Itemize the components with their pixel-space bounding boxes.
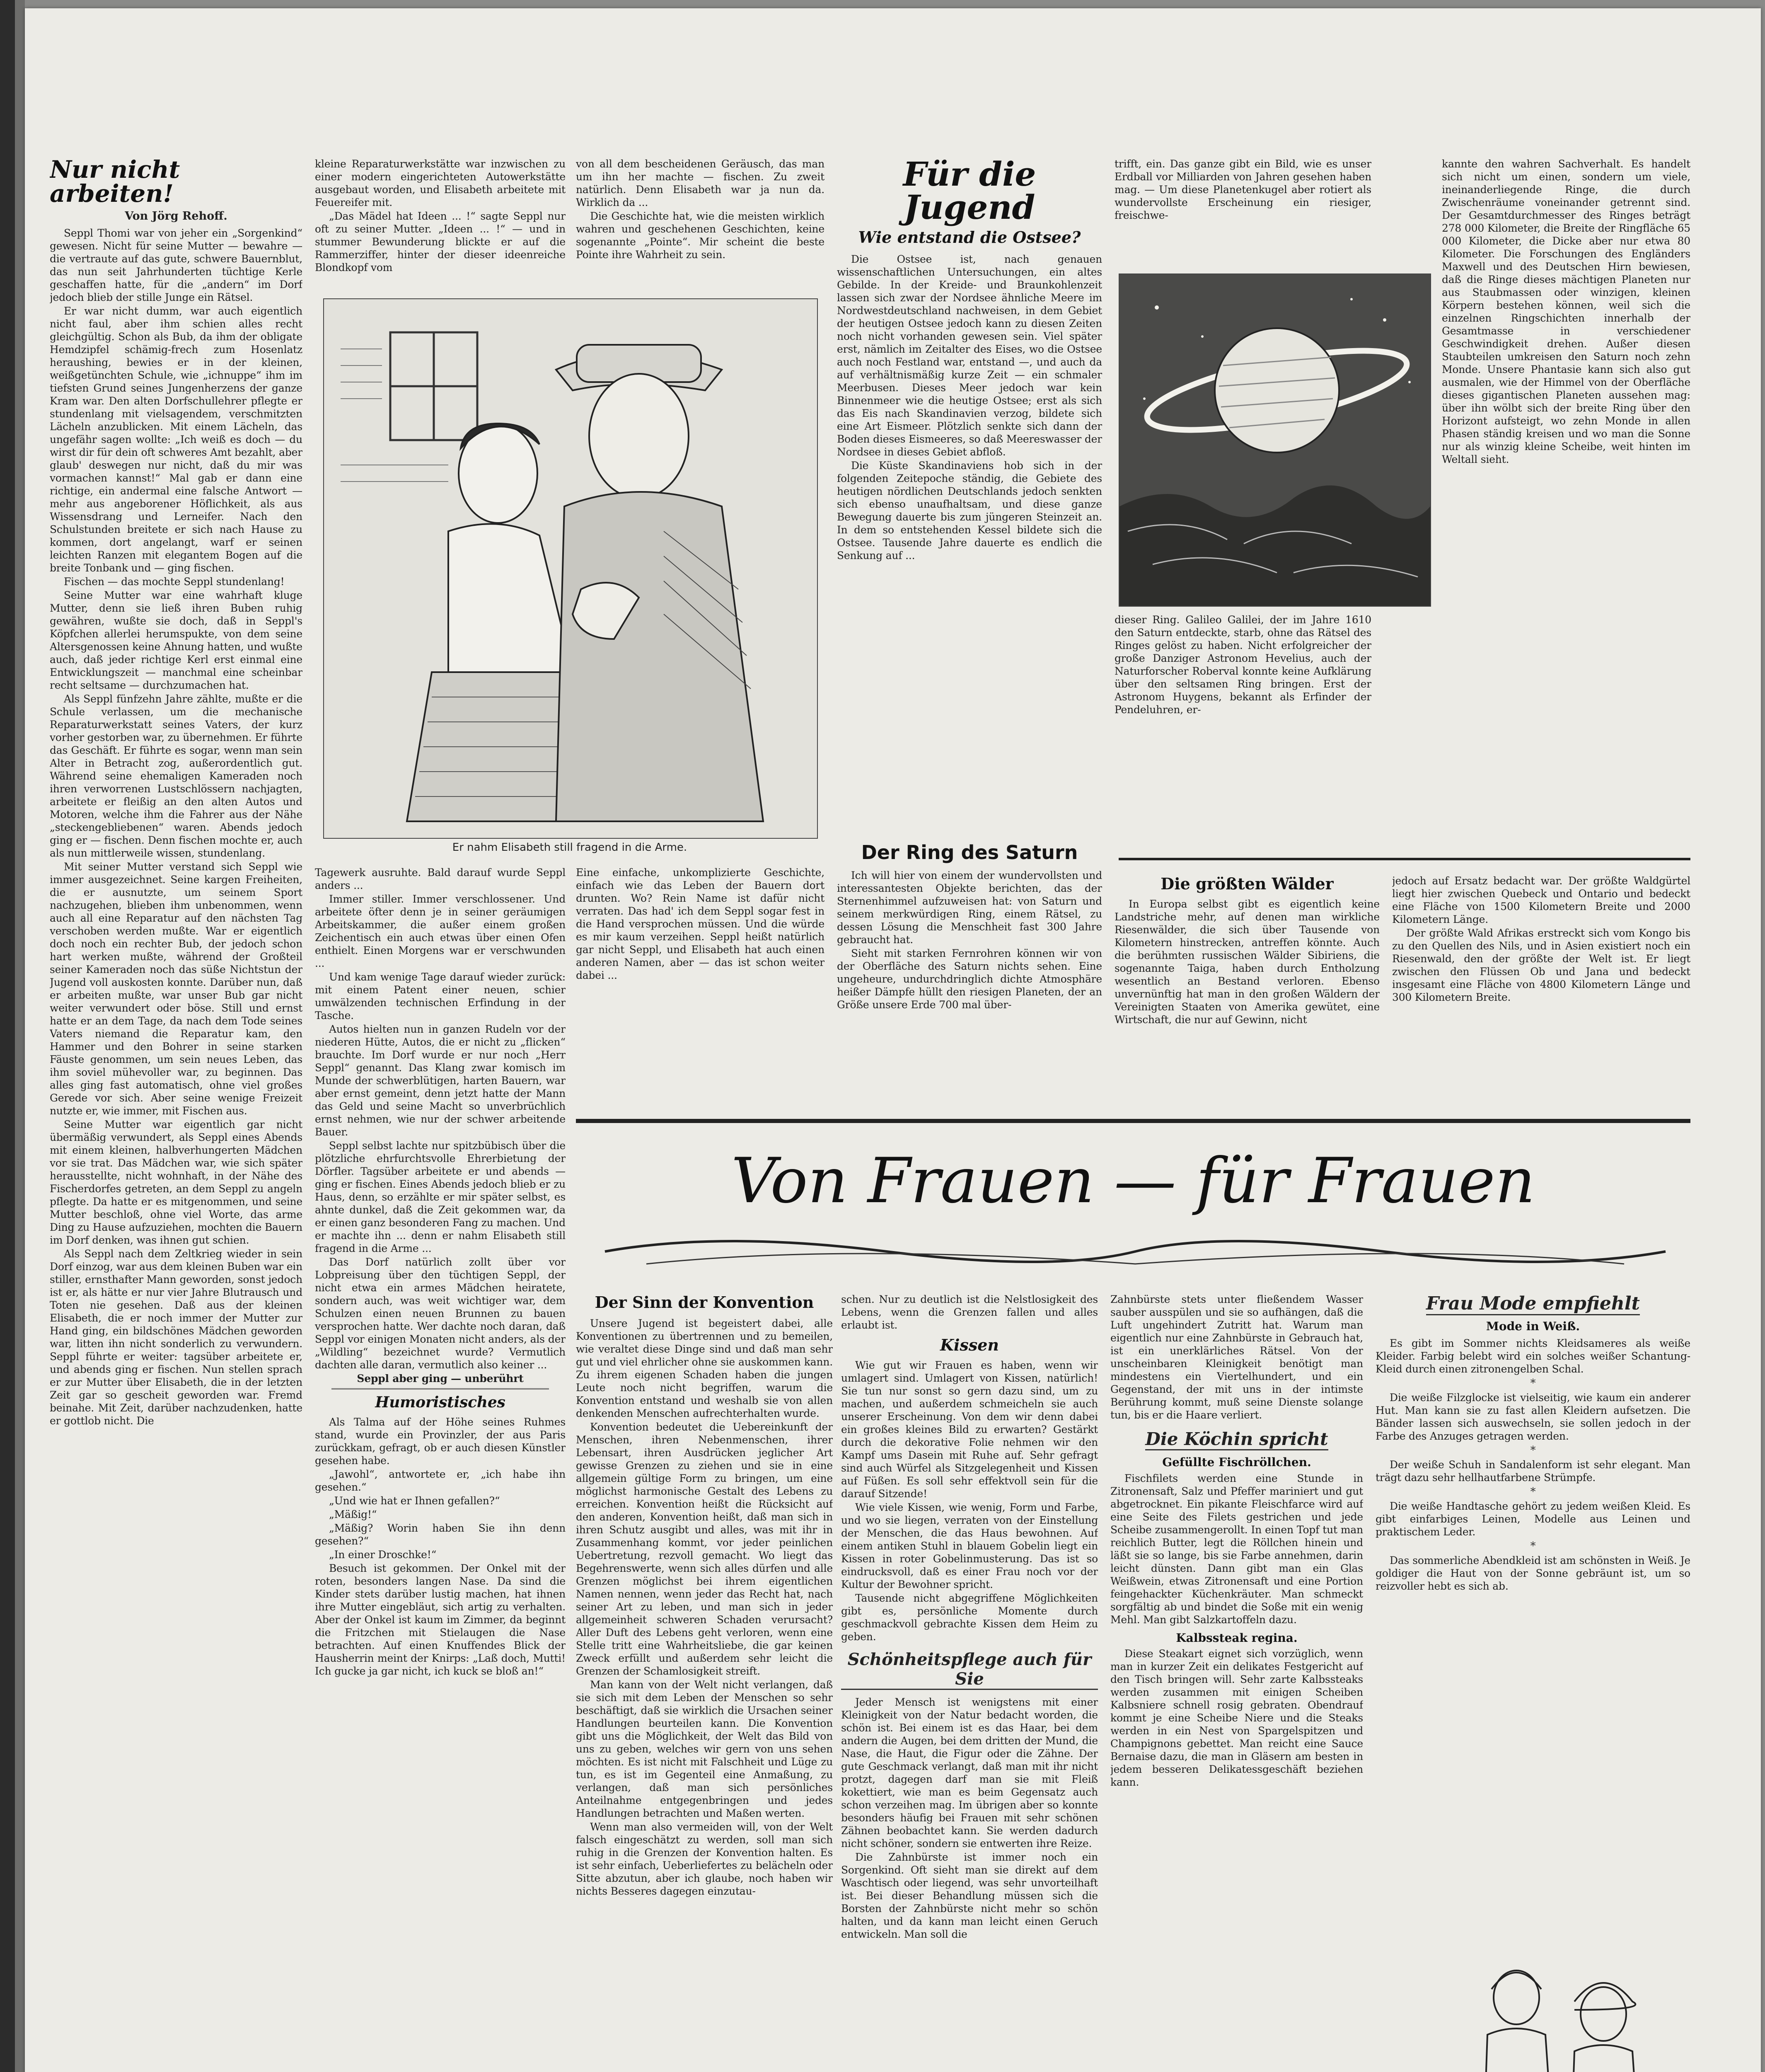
fashion-illustration <box>1127 1939 1690 2072</box>
paragraph: Konvention bedeutet die Uebereinkunft der Menschen, ihren Nebenmenschen, ihrer Lebensart, ihren Ausdrücken jeglicher Art gewisse Grenzen zu ziehen und sie in eine allgemein gültige Form zu bringen, um eine möglichst harmonische Gestalt des Lebens zu erreichen. Konvention heißt die Rücksicht auf den anderen, Konvention heißt, daß man sich in ihren Schutz ausgibt und alles, was mit ihr in Zusammenhang kommt, vor jeder peinlichen Uebertretung, rezvoll gemacht. Wo liegt das Begehrenswerte, wenn sich alles dürfen und alle Grenzen möglichst bei ihrem eigentlichen Namen nennen, wenn jeder das Recht hat, nach seiner Art zu leben, und man sich in jeder allgemeinheit schweren Schaden verursacht? Aller Duft des Lebens geht verloren, wenn eine Stelle tritt eine Wahrheitsliebe, die gar keinen Zweck erfüllt und außerdem sehr leicht die Grenzen der Schamlosigkeit streift. <box>576 1421 833 1677</box>
banner-flourish <box>597 1227 1674 1276</box>
article-waelder-continuation <box>1392 874 1690 1106</box>
schoenheit-continuation <box>1110 1293 1363 1421</box>
recipe-title: Gefüllte Fischröllchen. <box>1162 1455 1311 1469</box>
kissen-title: Kissen <box>940 1336 999 1354</box>
paragraph: Er war nicht dumm, war auch eigentlich nicht faul, aber ihm schien alles recht gleichgültig. Schon als Bub, da ihm der obligate Hemdzipfel schämig-frech zum Hosenlatz heraushing, bewies er in der kleinen, weißgetünchten Schule, wie „ichnuppe“ ihm im tiefsten Grund seines Jungenherzens der ganze Kram war. Den alten Dorfschullehrer pflegte er stundenlang mit vielsagendem, verschmitzten Lächeln anzublicken. Mit einem Lächeln, das ungefähr sagen wollte: „Ich weiß es doch — du wirst dir für dein oft schweres Amt bezahlt, aber glaub' deswegen nur nicht, daß du mir was vormachen kannst!“ Mal gab er dann eine richtige, ein andermal eine falsche Antwort — mehr aus angeborener Höflichkeit, als aus Wissensdrang und Lerneifer. Nach den Schulstunden breitete er sich nach Hause zu kommen, dort angelangt, warf er seinen leichten Ranzen mit elegantem Bogen auf die breite Tonbank und — ging fischen. <box>50 305 302 574</box>
recipe-body <box>1110 1472 1363 1626</box>
saturn-illustration <box>1119 274 1431 607</box>
mode-body <box>1376 1337 1690 1593</box>
article-body <box>841 1696 1098 1941</box>
paragraph: Man kann von der Welt nicht verlangen, daß sie sich mit dem Leben der Menschen so sehr beschäftigt, daß sie wirklich die Ursachen seiner Handlungen beurteilen kann. Die Konvention gibt uns die Möglichkeit, der Welt das Bild von uns zu geben, welches wir gern von uns sehen möchten. Es ist nicht mit Falschheit und Lüge zu tun, es ist im Gegenteil eine Anmaßung, zu verlangen, daß man sich persönliches Anteilnahme entgegenbringen und jedes Handlungen betrachten und Maßen werten. <box>576 1678 833 1819</box>
paragraph: Tagewerk ausruhte. Bald darauf wurde Seppl anders ... <box>315 867 566 891</box>
scan-page-gutter <box>15 0 25 2072</box>
paragraph: Die Küste Skandinaviens hob sich in der folgenden Zeitepoche ständig, die Gebiete des heutigen nördlichen Deutschlands jedoch senkten sich ebenso unaufhaltsam, und diese ganze Bewegung dauerte bis zum jüngeren Steinzeit an. In dem so entstehenden Kessel bildete sich die Ostsee. Tausende Jahre dauerte es endlich die Senkung auf ... <box>837 459 1102 562</box>
koechin-header <box>1110 1429 1363 1450</box>
paragraph: Fischfilets werden eine Stunde in Zitronensaft, Salz und Pfeffer mariniert und gut abgetrocknet. Ein pikante Fleischfarce wird auf eine Seite des Filets gestrichen und jede Scheibe zusammengerollt. In einen Topf tut man reichlich Butter, legt die Röllchen hinein und läßt sie so lange, bis sie Farbe annehmen, darin leicht dünsten. Dann gibt man ein Glas Weißwein, etwas Zitronensaft und eine Portion feingehackter Küchenkräuter. Man schmeckt sorgfältig ab und bindet die Soße mit ein wenig Mehl. Man gibt Salzkartoffeln dazu. <box>1110 1472 1363 1626</box>
section-rule <box>576 1119 1690 1123</box>
paragraph: Jeder Mensch ist wenigstens mit einer Kleinigkeit von der Natur bedacht worden, die schön ist. Bei einem ist es das Haar, bei dem andern die Augen, bei dem dritten der Mund, die Nase, die Haut, die Figur oder die Zähne. Der gute Geschmack verlangt, daß man mit ihr nicht protzt, dagegen darf man sie mit Fleiß kokettiert, wie man es beim Gegensatz auch schon verzeihen mag. Im übrigen aber so konnte besonders häufig bei Frauen mit sehr schönen Zähnen beobachtet kann. Sie werden dadurch nicht schöner, sondern sie entwerten ihre Reize. <box>841 1696 1098 1849</box>
paragraph: Immer stiller. Immer verschlossener. Und arbeitete öfter denn je in seiner geräumigen Arbeitskammer, die außer einem großen Zeichentisch ein auch etwas über einen Ofen enthielt. Einen Morgens war er verschwunden ... <box>315 893 566 969</box>
paragraph: „Das Mädel hat Ideen ... !“ sagte Seppl nur oft zu seiner Mutter. „Ideen ... !“ — und in stummer Bewunderung blickte er auf die Rammerziffer, hinter der dieser ideenreiche Blondkopf vom <box>315 210 566 274</box>
paragraph: Die Ostsee ist, nach genauen wissenschaftlichen Untersuchungen, ein altes Gebilde. In der Kreide- und Braunkohlenzeit lassen sich zwar der Nordsee ähnliche Meere im Nordwestdeutschland nachweisen, in dem Gebiet der heutigen Ostsee jedoch kann zu diesen Zeiten noch nicht vorhanden gewesen sein. Viel später erst, nämlich im Zeitalter des Eises, wo die Ostsee auch noch Festland war, entstand —, und auch da auf verhältnismäßig kurze Zeit — ein schmaler Meerbusen. Dieses Meer jedoch war kein Binnenmeer wie die heutige Ostsee; erst als sich das Eis nach Skandinavien verzog, bildete sich eine Art Eismeer. Plötzlich senkte sich dann der Boden dieses Eismeeres, so daß Meereswasser der Nordsee in dieses Gebiet abfloß. <box>837 253 1102 458</box>
paragraph: Der größte Wald Afrikas erstreckt sich vom Kongo bis zu den Quellen des Nils, und in Asien existiert noch ein Riesenwald, den der größte der Welt ist. Er liegt zwischen den Flüssen Ob und Jana und bedeckt insgesamt eine Fläche von 4800 Kilometern Länge und 300 Kilometern Breite. <box>1392 927 1690 1003</box>
paragraph: Wie gut wir Frauen es haben, wenn wir umlagert sind. Umlagert von Kissen, natürlich! Sie tun nur sonst so gern dazu sind, um zu machen, und außerdem schmeicheln sie auch unserer Erscheinung. Von dem wir denn dabei ein großes kleines Bild zu erwarten? Gestärkt durch die dekorative Folie nehmen wir den Kampf ums Dasein mit Ruhe auf. Sehr gefragt sind auch Würfel als Sitzgelegenheit und Kissen auf Füßen. Es soll sehr effektvoll sein für die darauf Sitzende! <box>841 1359 1098 1500</box>
paragraph: Fischen — das mochte Seppl stundenlang! <box>64 576 285 588</box>
couple-caption: Er nahm Elisabeth still fragend in die Arme. <box>452 841 687 854</box>
article-continuation-bottom <box>315 866 566 2072</box>
paragraph: In Europa selbst gibt es eigentlich keine Landstriche mehr, auf denen man wirkliche Riesenwälder, die sich über Tausende von Kilometern hinstrecken, antreffen könnte. Auch die berühmten russischen Wälder Sibiriens, die sogenannte Taiga, haben durch Entholzung wesentlich an Bestand verloren. Ebenso unvernünftig hat man in den großen Wäldern der Vereinigten Staaten von Amerika gewütet, eine Wirtschaft, die nur auf Gewinn, nicht <box>1115 898 1380 1026</box>
paragraph: Es gibt im Sommer nichts Kleidsameres als weiße Kleider. Farbig belebt wird ein solches weißer Schantung-Kleid durch einen zitronengelben Schal. <box>1376 1337 1690 1375</box>
paragraph: Eine einfache, unkomplizierte Geschichte, einfach wie das Leben der Bauern dort drunten. Wo? Rein Name ist dafür nicht verraten. Das had' ich dem Seppl sogar fest in die Hand versprochen müssen. Und die würde es mir kaum verzeihen. Seppl heißt natürlich gar nicht Seppl, und Elisabeth hat auch einen anderen Namen, aber — das ist schon weiter dabei ... <box>576 867 824 981</box>
koechin-title: Die Köchin spricht <box>1145 1429 1328 1450</box>
fashion-drawing <box>1127 1939 1690 2072</box>
konvention-end <box>841 1293 1098 1331</box>
article-title: Der Sinn der Konvention <box>595 1293 814 1312</box>
paragraph: Seine Mutter war eine wahrhaft kluge Mutter, denn sie ließ ihren Buben ruhig gewähren, wußte sie doch, daß in Seppl's Köpfchen allerlei herumspukte, von dem seine Altersgenossen keine Ahnung hatten, und wußte auch, daß jeder richtige Kerl erst einmal eine Entwicklungszeit — manchmal eine scheinbar recht seltsame — durchzumachen hat. <box>50 589 302 691</box>
paragraph: Das Dorf natürlich zollt über vor Lobpreisung über den tüchtigen Seppl, der nicht etwa ein armes Mädchen heiratete, sondern auch, was weit wichtiger war, dem Schulzen einen neuen Brunnen zu bauen versprochen hatte. Wer dachte noch daran, daß Seppl vor einigen Monaten nicht anders, als der „Wildling“ bezeichnet wurde? Vermutlich dachten alle daran, vermutlich also keiner ... <box>315 1256 566 1371</box>
column-mode <box>1376 1293 1690 1915</box>
article-title: Der Ring des Saturn <box>861 841 1078 864</box>
paragraph: Seppl Thomi war von jeher ein „Sorgenkind“ gewesen. Nicht für seine Mutter — bewahre — die vertraute auf das gute, schwere Bauernblut, das nun seit Jahrhunderten tüchtige Kerle geschaffen hatte, für die „andern“ im Dorf jedoch blieb der stille Junge ein Rätsel. <box>50 227 302 303</box>
ornament-rule <box>1119 858 1690 860</box>
paragraph: schen. Nur zu deutlich ist die Nelstlosigkeit des Lebens, wenn die Grenzen fallen und alles erlaubt ist. <box>841 1293 1098 1331</box>
paragraph: dieser Ring. Galileo Galilei, der im Jahre 1610 den Saturn entdeckte, starb, ohne das Rätsel des Ringes gelöst zu haben. Nicht erfolgreicher der große Danziger Astronom Hevelius, auch der Naturforscher Roberval konnte keine Aufklärung über den seltsamen Ring bringen. Erst der Astronom Huygens, bekannt als Erfinder der Pendeluhren, er- <box>1115 614 1371 716</box>
saturn-drawing <box>1119 274 1430 606</box>
paragraph: jedoch auf Ersatz bedacht war. Der größte Waldgürtel liegt hier zwischen Quebeck und Ontario und bedeckt eine Fläche von 1500 Kilometern Breite und 2000 Kilometern Länge. <box>1392 875 1690 925</box>
column-kissen <box>841 1293 1098 2072</box>
article-body <box>837 869 1102 1011</box>
saturn-history <box>1115 613 1371 845</box>
article-konvention <box>576 1293 833 2072</box>
schoenheit-header <box>841 1650 1098 1690</box>
separator-star: * <box>1530 1377 1536 1389</box>
scan-binding-edge <box>0 0 15 2072</box>
paragraph: Als Seppl nach dem Zeltkrieg wieder in sein Dorf einzog, war aus dem kleinen Buben war ein stiller, ernsthafter Mann geworden, sonst jedoch ist er, als hätte er nur vier Jahre Blutrausch und Toten nie gesehen. Daß aus der kleinen Elisabeth, die er noch immer der Mutter zur Hand ging, ein bildschönes Mädchen geworden war, litten ihn nicht sonderlich zu verwundern. Seppl führte er weiter: tagsüber arbeitete er, und abends ging er fischen. Nun stellen sprach er zur Mutter über Elisabeth, die in der letzten Zeit gar so gescheit geworden war. Fremd beinahe. Mit Zeit, darüber nachzudenken, hatte er gottlob nicht. Die <box>50 1248 302 1427</box>
newspaper-page <box>25 8 1761 2072</box>
paragraph: Tausende nicht abgegriffene Möglichkeiten gibt es, persönliche Momente durch geschmackvoll gebrachte Kissen dem Heim zu geben. <box>841 1592 1098 1643</box>
separator-star: * <box>1530 1539 1536 1552</box>
paragraph: Die Zahnbürste ist immer noch ein Sorgenkind. Oft sieht man sie direkt auf dem Waschtisch oder liegend, was sehr unvorteilhaft ist. Bei dieser Behandlung müssen sich die Borsten der Zahnbürste nicht mehr so schön halten, und da kann man leicht einen Geruch entwickeln. Man soll die <box>841 1851 1098 1940</box>
paragraph: kannte den wahren Sachverhalt. Es handelt sich nicht um einen, sondern um viele, ineinanderliegende Ringe, die durch Zwischenräume voneinander getrennt sind. Der Gesamtdurchmesser des Ringes beträgt 278 000 Kilometer, die Breite der Ringfläche 65 000 Kilometer, die Dicke aber nur etwa 80 Kilometer. Die Forschungen des Engländers Maxwell und des Deutschen Hirn bewiesen, daß die Ringe dieses mächtigen Planeten nur aus Staubmassen oder winzigen, kleinen Körpern bestehen können, weil sich die einzelnen Ringschichten innerhalb der Gesamtmasse in verschiedener Geschwindigkeit drehen. Außer diesen Staubteilen umkreisen den Saturn noch zehn Monde. Unsere Phantasie kann sich also gut ausmalen, wie der Himmel von der Oberfläche dieses gigantischen Planeten aussehen mag: über ihn wölbt sich der breite Ring über den Horizont aufsteigt, wo zehn Monde in allen Phasen ständig kreisen und wo man die Sonne nur als winzig kleine Scheibe, weit hinten im Weltall sieht. <box>1442 158 1690 465</box>
article-ending-top <box>576 157 824 294</box>
paragraph: „Und wie hat er Ihnen gefallen?“ <box>329 1495 500 1507</box>
mode-title: Frau Mode empfiehlt <box>1426 1293 1640 1315</box>
paragraph: Als Seppl fünfzehn Jahre zählte, mußte er die Schule verlassen, um die mechanische Reparaturwerkstatt seines Vaters, der kurz vorher gestorben war, zu übernehmen. Er führte das Geschäft. Er führte es sogar, wenn man sein Alter in Betracht zog, außerordentlich gut. Während seine ehemaligen Kameraden noch ihren verworrenen Lustschlössern nachjagten, arbeitete er fleißig an den alten Autos und Motoren, welche ihm die Fahrer aus der Nähe „steckengebliebenen“ waren. Abends jedoch ging er — fischen. Denn fischen mochte er, auch als nun mittlerweile wissen, stundenlang. <box>50 693 302 859</box>
separator-star: * <box>1530 1444 1536 1457</box>
paragraph: Wenn man also vermeiden will, von der Welt falsch eingeschätzt zu werden, soll man sich ruhig in die Grenzen der Konvention halten. Es ist sehr einfach, Ueberliefertes zu belächeln oder Sitte abzutun, aber ich glaube, noch haben wir nichts Besseres dagegen einzutau- <box>576 1820 833 1897</box>
article-body <box>576 1317 833 1898</box>
paragraph: Die weiße Handtasche gehört zu jedem weißen Kleid. Es gibt einfarbiges Leinen, Modelle aus Leinen und praktischem Leder. <box>1376 1500 1690 1538</box>
paragraph: Das sommerliche Abendkleid ist am schönsten in Weiß. Je goldiger die Haut von der Sonne gebräunt ist, um so reizvoller hebt es sich ab. <box>1376 1554 1690 1592</box>
section-title: Für die Jugend <box>903 157 1036 227</box>
paragraph: Besuch ist gekommen. Der Onkel mit der roten, besonders langen Nase. Da sind die Kinder stets darüber lustig machen, hat ihnen ihre Mutter eingebläut, sich artig zu verhalten. Aber der Onkel ist kaum im Zimmer, da beginnt die Fritzchen mit Stielaugen die Nase betrachten. Auf einen Knuffendes Blick der Hausherrin meint der Knirps: „Laß doch, Mutti! Ich gucke ja gar nicht, ich kuck se bloß an!“ <box>315 1562 566 1677</box>
paragraph: Sieht mit starken Fernrohren können wir von der Oberfläche des Saturn nichts sehen. Eine ungeheure, undurchdringlich dichte Atmosphäre heißer Dämpfe hüllt den riesigen Planeten, der an Größe unsere Erde 700 mal über- <box>837 947 1102 1011</box>
paragraph: Der weiße Schuh in Sandalenform ist sehr elegant. Man trägt dazu sehr hellhautfarbene Strümpfe. <box>1376 1458 1690 1484</box>
couple-illustration <box>323 298 818 839</box>
article-waelder <box>1115 874 1380 1106</box>
paragraph: Wie viele Kissen, wie wenig, Form und Farbe, und wo sie liegen, verraten von der Einstellung der Menschen, die das Haus bewohnen. Auf einem antiken Stuhl in blauem Gobelin liegt ein Kissen in roter Gobelinmusterung. Das ist so eindrucksvoll, daß es einer Frau noch vor der Kultur der Bewohner spricht. <box>841 1501 1098 1590</box>
article-nicht-arbeiten <box>50 157 302 2072</box>
recipe-title: Kalbssteak regina. <box>1176 1631 1298 1645</box>
article-body <box>1115 898 1380 1026</box>
paragraph: Die weiße Filzglocke ist vielseitig, wie kaum ein anderer Hut. Man kann sie zu fast allen Kleidern aufsetzen. Die Bänder lassen sich auswechseln, sie sollen jedoch in der Farbe des Anzuges getragen werden. <box>1376 1391 1690 1442</box>
article-title: Nur nicht arbeiten! <box>50 157 180 208</box>
recipe-body <box>1110 1647 1363 1789</box>
paragraph: Autos hielten nun in ganzen Rudeln vor der niederen Hütte, Autos, die er nicht zu „flicken“ brauchte. Im Dorf wurde er nur noch „Herr Seppl“ genannt. Das Klang zwar komisch im Munde der schwerblütigen, harten Bauern, war aber ernst gemeint, denn jetzt hatte der Mann das Geld und seine Macht so unverbrüchlich ernst nehmen, wie nur der schwer arbeitende Bauer. <box>315 1023 566 1138</box>
article-ending-bottom <box>576 866 824 1082</box>
paragraph: Seine Mutter war eigentlich gar nicht übermäßig verwundert, als Seppl eines Abends mit einem kleinen, halbverhungerten Mädchen vor sie trat. Das Mädchen war, wie sich später herausstellte, nicht wohnhaft, in der Nähe des Fischerdorfes getreten, an dem Seppl zu angeln pflegte. Da hatte er es mitgenommen, und seine Mutter beschloß, ohne viel Worte, das arme Ding zu Hause aufzuziehen, mochten die Bauern im Dorf denken, was ihnen gut schien. <box>50 1118 302 1246</box>
humor-title: Humoristisches <box>375 1394 505 1411</box>
frauen-banner: Von Frauen — für Frauen <box>731 1145 1535 1217</box>
paragraph: Als Talma auf der Höhe seines Ruhmes stand, wurde ein Provinzler, der aus Paris zurückkam, gefragt, ob er auch diesen Künstler gesehen habe. <box>315 1416 566 1467</box>
paragraph: trifft, ein. Das ganze gibt ein Bild, wie es unser Erdball vor Milliarden von Jahren gesehen haben mag. — Um diese Planetenkugel aber rotiert als wundervollste Erscheinung ein riesiger, freischwe- <box>1115 158 1371 221</box>
paragraph: Seppl selbst lachte nur spitzbübisch über die plötzliche ehrfurchtsvolle Ehrerbietung der Dörfler. Tagsüber arbeitete er und abends — ging er fischen. Eines Abends jedoch blieb er zu Haus, denn, so erzählte er mir später selbst, es ahnte dunkel, daß die Zeit gekommen war, da er einen ganz besonderen Fang zu machen. Und er machte ihn ... denn er nahm Elisabeth still fragend in die Arme ... <box>315 1140 566 1254</box>
paragraph: Die Geschichte hat, wie die meisten wirklich wahren und geschehenen Geschichten, keine sogenannte „Pointe“. Mir scheint die beste Pointe ihre Wahrheit zu sein. <box>576 210 824 261</box>
paragraph: „Jawohl“, antwortete er, „ich habe ihn gesehen.“ <box>315 1468 566 1493</box>
article-jugend <box>837 157 1102 829</box>
schoenheit-title: Schönheitspflege auch für Sie <box>841 1650 1098 1690</box>
paragraph: Ich will hier von einem der wundervollsten und interessantesten Objekte berichten, das der Sternenhimmel aufzuweisen hat: von Saturn und seinem merkwürdigen Ring, einem Rätsel, zu dessen Lösung die Menschheit fast 300 Jahre gebraucht hat. <box>837 869 1102 946</box>
paragraph: Unsere Jugend ist begeistert dabei, alle Konventionen zu übertrennen und zu bemeilen, wie veraltet diese Dinge sind und daß man sehr gut und viel ehrlicher ohne sie auskommen kann. Zu ihrem eigenen Schaden haben die jungen Leute noch nicht begriffen, warum die Konvention entstand und weshalb sie von allen denkenden Menschen aufrechterhalten wurde. <box>576 1317 833 1419</box>
article-subtitle: Wie entstand die Ostsee? <box>858 228 1081 247</box>
paragraph: „Mäßig? Worin haben Sie ihn denn gesehen?“ <box>315 1522 566 1547</box>
saturn-continuation <box>1115 157 1371 265</box>
article-body <box>841 1359 1098 1643</box>
paragraph: Seppl aber ging — unberührt <box>357 1372 524 1385</box>
byline: Von Jörg Rehoff. <box>125 210 227 223</box>
article-continuation-top <box>315 157 566 282</box>
couple-drawing <box>324 299 817 838</box>
paragraph: von all dem bescheidenen Geräusch, das man um ihn her machte — fischen. Zu zweit natürlich. Denn Elisabeth war ja nun da. Wirklich da ... <box>576 158 824 208</box>
mode-subtitle: Mode in Weiß. <box>1486 1319 1580 1333</box>
mode-header <box>1376 1293 1690 1315</box>
paragraph: Zahnbürste stets unter fließendem Wasser sauber ausspülen und sie so aufhängen, daß die Luft ungehindert Zutritt hat. Warum man eigentlich nur eine Zahnbürste in Gebrauch hat, ist ein unerklärliches Rätsel. Von der unscheinbaren Kleinigkeit benötigt man mindestens ein Viertelhundert, und ein Gegenstand, der mit uns in der intimste Berührung kommt, muß seine Dienste solange tun, bis er die Haare verliert. <box>1110 1293 1363 1421</box>
divider <box>331 1388 549 1389</box>
separator-star: * <box>1530 1485 1536 1498</box>
paragraph: „Mäßig!“ <box>329 1508 377 1521</box>
saturn-conclusion <box>1442 157 1690 870</box>
paragraph: Mit seiner Mutter verstand sich Seppl wie immer ausgezeichnet. Seine kargen Freiheiten, die er ausnutzte, um seinem Sport nachzugehen, blieben ihm unbenommen, wenn auch all eine Reparatur auf den nächsten Tag verschoben werden mußte. War er eigentlich doch noch ein rechter Bub, der jedoch schon hart werken mußte, während der Großteil seiner Kameraden noch das süße Nichtstun der Jugend voll auskosten konnte. Darüber nun, daß er arbeiten mußte, war unser Bub gar nicht weiter verwundert oder böse. Still und ernst hatte er an dem Tage, da nach dem Tode seines Vaters niemand die Reparatur kam, den Hammer und den Bohrer in seine starken Fäuste genommen, um sein neues Leben, das ihm soviel mühevoller war, zu beginnen. Das alles ging fast automatisch, ohne viel großes Gerede vor sich. Aber seine wenige Freizeit nutzte er, wie immer, mit Fischen aus. <box>50 861 302 1117</box>
paragraph: Diese Steakart eignet sich vorzüglich, wenn man in kurzer Zeit ein delikates Festgericht auf den Tisch bringen will. Sehr zarte Kalbssteaks werden zusammen mit einigen Scheiben Kalbsniere schnell rosig gebraten. Obendrauf kommt je eine Scheibe Niere und die Steaks werden in ein Nest von Spargelspitzen und Champignons gebettet. Man reicht eine Sauce Bernaise dazu, die man in Gläsern am besten in jedem besseren Delikatessgeschäft beziehen kann. <box>1110 1648 1363 1789</box>
article-title: Die größten Wälder <box>1161 874 1334 893</box>
article-body <box>837 253 1102 562</box>
paragraph: Und kam wenige Tage darauf wieder zurück: mit einem Patent einer neuen, schier umwälzenden technischen Erfindung in der Tasche. <box>315 971 566 1021</box>
article-saturn <box>837 841 1102 1106</box>
paragraph: kleine Reparaturwerkstätte war inzwischen zu einer modern eingerichteten Autowerkstätte ausgebaut worden, und Elisabeth arbeitete mit Feuereifer mit. <box>315 158 566 208</box>
paragraph: „In einer Droschke!“ <box>329 1549 437 1561</box>
article-body <box>50 227 302 1427</box>
